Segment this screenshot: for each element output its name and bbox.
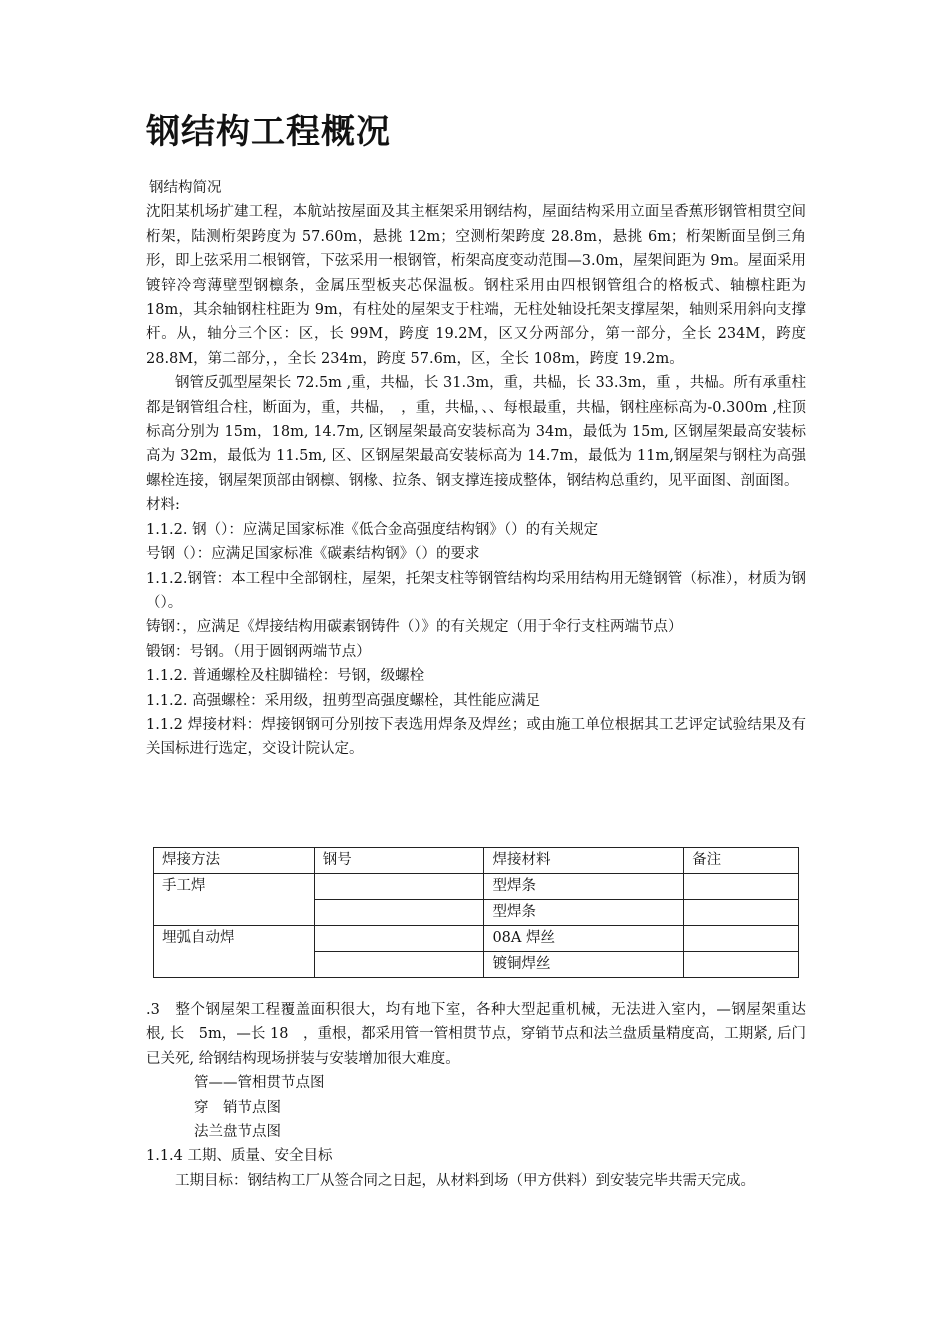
table-cell-material: 型焊条 [484, 900, 684, 926]
table-cell [314, 926, 484, 952]
table-header-cell: 焊接方法 [154, 848, 315, 874]
table-header-cell: 钢号 [314, 848, 484, 874]
materials-label: 材料: [146, 497, 180, 514]
table-cell-material: 镀铜焊丝 [484, 952, 684, 978]
figure-reference: 法兰盘节点图 [194, 1124, 281, 1141]
material-item: 1.1.2 焊接材料：焊接钢钢可分别按下表选用焊条及焊丝；或由施工单位根据其工艺评定试验结果及有关国标进行选定，交设计院认定。 [146, 716, 806, 758]
page-title: 钢结构工程概况 [146, 112, 391, 152]
table-cell [684, 900, 799, 926]
table-header-cell: 备注 [684, 848, 799, 874]
material-item: 1.1.2.钢管：本工程中全部钢柱，屋架，托架支柱等钢管结构均采用结构用无缝钢管（标准），材质为钢（）。 [146, 570, 806, 611]
welding-materials-table [153, 847, 799, 978]
table-cell [314, 952, 484, 978]
material-item: 铸钢：，应满足《焊接结构用碳素钢铸件（）》的有关规定（用于伞行支柱两端节点） [146, 619, 683, 636]
table-cell-material: 型焊条 [484, 874, 684, 900]
table-row [154, 874, 799, 900]
material-item: 号钢（）：应满足国家标准《碳素结构钢》（）的要求 [146, 546, 480, 563]
material-item: 1.1.2. 钢（）：应满足国家标准《低合金高强度结构钢》（）的有关规定 [146, 521, 599, 538]
paragraph-trusses: 钢管反弧型屋架长 72.5m ,重，共榀，长 31.3m，重，共榀，长 33.3m，重 ，共榀。所有承重柱都是钢管组合柱，断面为，重，共榀， ，重，共榀，、、每根最重，共榀，钢柱座标高为-0.300m ,柱顶标高分别为 15m，18m, 14.7m, 区钢屋架最高安装标高为 34m，最低为 15m, 区钢屋架最高安装标高为 32m，最低为 11.5m, 区、区钢屋架最高安装标高为 14.7m，最低为 11m,钢屋架与钢柱为高强螺栓连接，钢屋架顶部由钢檩、钢椽、拉条、钢支撑连接成整体，钢结构总重约，见平面图、剖面图。 [146, 375, 806, 489]
section-heading-overview: 钢结构简况 [149, 180, 222, 196]
section-heading-goals: 1.1.4 工期、质量、安全目标 [146, 1148, 333, 1165]
paragraph-site-conditions: .3 整个钢屋架工程覆盖面积很大，均有地下室，各种大型起重机械，无法进入室内，—钢屋架重达 根, 长 5m，—长 18 ，重根，都采用管一管相贯节点，穿销节点和法兰盘质量精度高，工期紧, 后门已关死, 给钢结构现场拼装与安装增加很大难度。 [146, 1002, 821, 1067]
figure-reference: 穿 销节点图 [194, 1099, 281, 1116]
table-row [154, 926, 799, 952]
paragraph-overview: 沈阳某机场扩建工程，本航站按屋面及其主框架采用钢结构，屋面结构采用立面呈香蕉形钢管相贯空间桁架，陆测桁架跨度为 57.60m，悬挑 12m；空测桁架跨度 28.8m，悬挑 6m；桁架断面呈倒三角形，即上弦采用二根钢管，下弦采用一根钢管，桁架高度变动范围—3.0m，屋架间距为 9m。屋面采用镀锌冷弯薄壁型钢檩条，金属压型板夹芯保温板。钢柱采用由四根钢管组合的格板式、轴檩柱距为 18m，其余轴钢柱柱距为 9m，有柱处的屋架支于柱端，无柱处轴设托架支撑屋架，轴则采用斜向支撑杆。从，轴分三个区：区，长 99M，跨度 19.2M，区又分两部分，第一部分，全长 234M，跨度 28.8M，第二部分，，全长 234m，跨度 57.6m，区，全长 108m，跨度 19.2m。 [146, 204, 806, 367]
material-item: 1.1.2. 普通螺栓及柱脚锚栓：号钢，级螺栓 [146, 668, 425, 685]
material-item: 锻钢：号钢。（用于圆钢两端节点） [146, 643, 371, 660]
table-cell [684, 874, 799, 900]
table-cell [684, 952, 799, 978]
table-cell-material: 08A 焊丝 [484, 926, 684, 952]
body-text [146, 176, 806, 762]
figure-reference: 管——管相贯节点图 [194, 1075, 325, 1092]
lower-text [146, 998, 821, 1193]
table-header-cell: 焊接材料 [484, 848, 684, 874]
table-cell-method: 手工焊 [154, 874, 315, 926]
table-cell [684, 926, 799, 952]
table-header-row [154, 848, 799, 874]
material-item: 1.1.2. 高强螺栓：采用级，扭剪型高强度螺栓，其性能应满足 [146, 692, 541, 709]
table-cell [314, 874, 484, 900]
paragraph-schedule-goal: 工期目标：钢结构工厂从签合同之日起，从材料到场（甲方供料）到安装完毕共需天完成。 [175, 1172, 755, 1189]
table-cell [314, 900, 484, 926]
table-cell-method: 埋弧自动焊 [154, 926, 315, 978]
